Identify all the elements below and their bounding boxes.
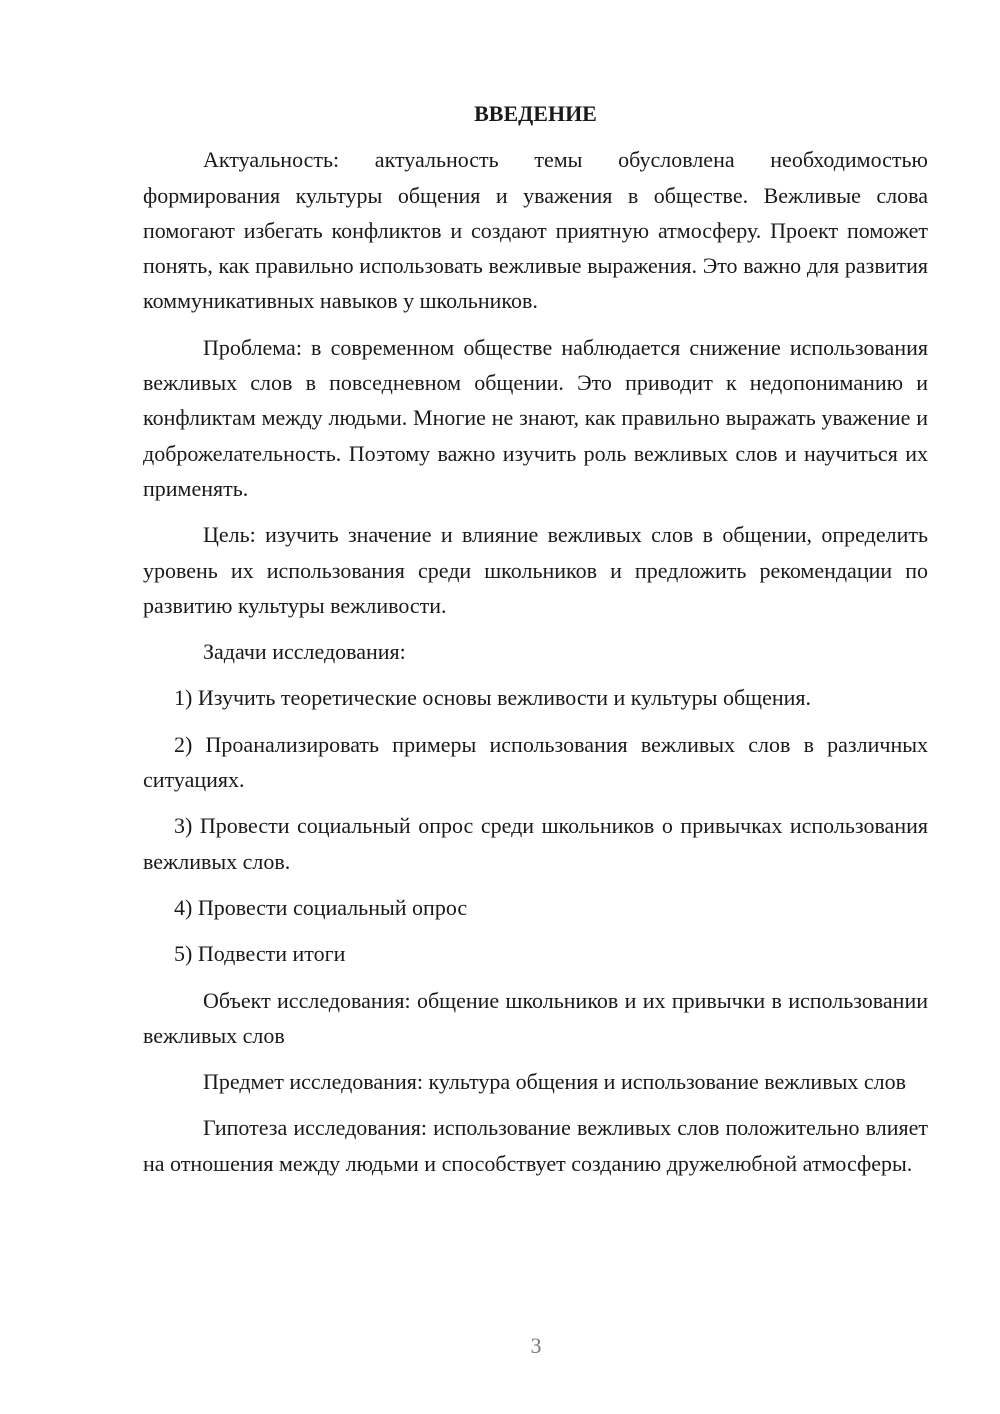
object-paragraph: Объект исследования: общение школьников и их привычки в использовании вежливых слов	[143, 987, 928, 1048]
task-item-4: 4) Провести социальный опрос	[174, 894, 468, 920]
tasks-title: Задачи исследования:	[203, 639, 406, 665]
document-page	[143, 96, 928, 1192]
page-title: ВВЕДЕНИЕ	[474, 101, 597, 126]
problem-paragraph: Проблема: в современном обществе наблюдается снижение использования вежливых слов в повседневном общении. Это приводит к недопониманию и конфликтам между людьми. Многие не знают, как правильно выражать уважение и доброжелательность. Поэтому важно изучить роль вежливых слов и научиться их применять.	[143, 334, 928, 501]
task-item-5: 5) Подвести итоги	[174, 941, 346, 967]
task-item-2: 2) Проанализировать примеры использования вежливых слов в различных ситуациях.	[143, 731, 928, 793]
subject-paragraph: Предмет исследования: культура общения и использование вежливых слов	[203, 1069, 907, 1095]
task-item-3: 3) Провести социальный опрос среди школьников о привычках использования вежливых слов.	[143, 813, 928, 874]
hypothesis-paragraph: Гипотеза исследования: использование вежливых слов положительно влияет на отношения между людьми и способствует созданию дружелюбной атмосферы.	[143, 1115, 928, 1176]
goal-paragraph: Цель: изучить значение и влияние вежливых слов в общении, определить уровень их использования среди школьников и предложить рекомендации по развитию культуры вежливости.	[143, 522, 928, 618]
task-item-1: 1) Изучить теоретические основы вежливости и культуры общения.	[174, 685, 812, 711]
relevance-paragraph: Актуальность: актуальность темы обусловлена необходимостью формирования культуры общения и уважения в обществе. Вежливые слова помогают избегать конфликтов и создают приятную атмосферу. Проект поможет понять, как правильно использовать вежливые выражения. Это важно для развития коммуникативных навыков у школьников.	[143, 147, 928, 314]
page-number: 3	[530, 1333, 542, 1358]
